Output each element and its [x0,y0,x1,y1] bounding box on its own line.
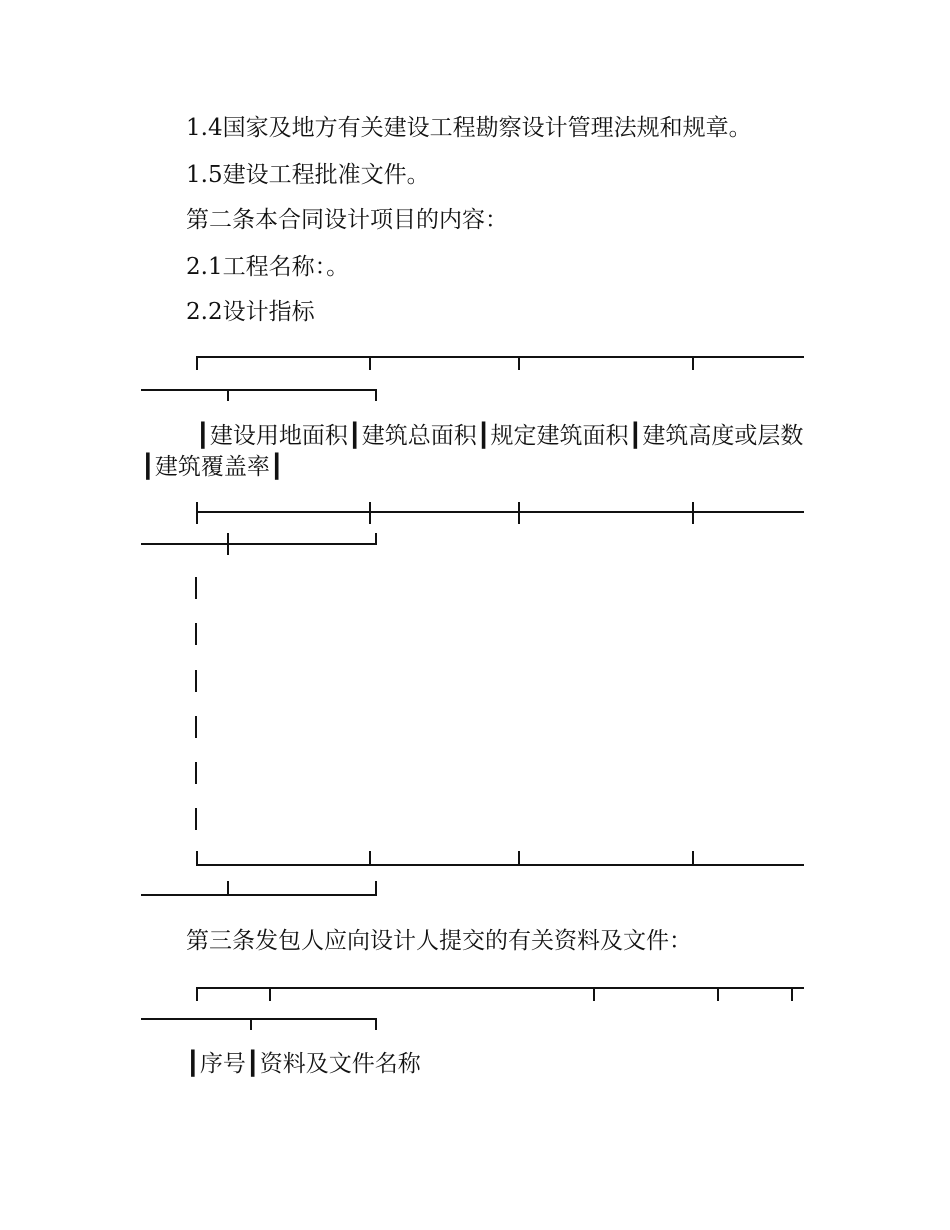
table2-header-row: ┃序号┃资料及文件名称 [186,1051,421,1077]
paragraph-2-2: 2.2设计指标 [186,299,315,325]
article-two-heading: 第二条本合同设计项目的内容： [186,207,508,233]
paragraph-2-1: 2.1工程名称：。 [186,254,350,280]
article-three-heading: 第三条发包人应向设计人提交的有关资料及文件： [186,928,692,954]
table1-header-row: ┃建设用地面积┃建筑总面积┃规定建筑面积┃建筑高度或层数┃建筑覆盖率┃ [141,423,804,480]
paragraph-1-4: 1.4国家及地方有关建设工程勘察设计管理法规和规章。 [186,115,752,141]
paragraph-1-5: 1.5建设工程批准文件。 [186,162,430,188]
